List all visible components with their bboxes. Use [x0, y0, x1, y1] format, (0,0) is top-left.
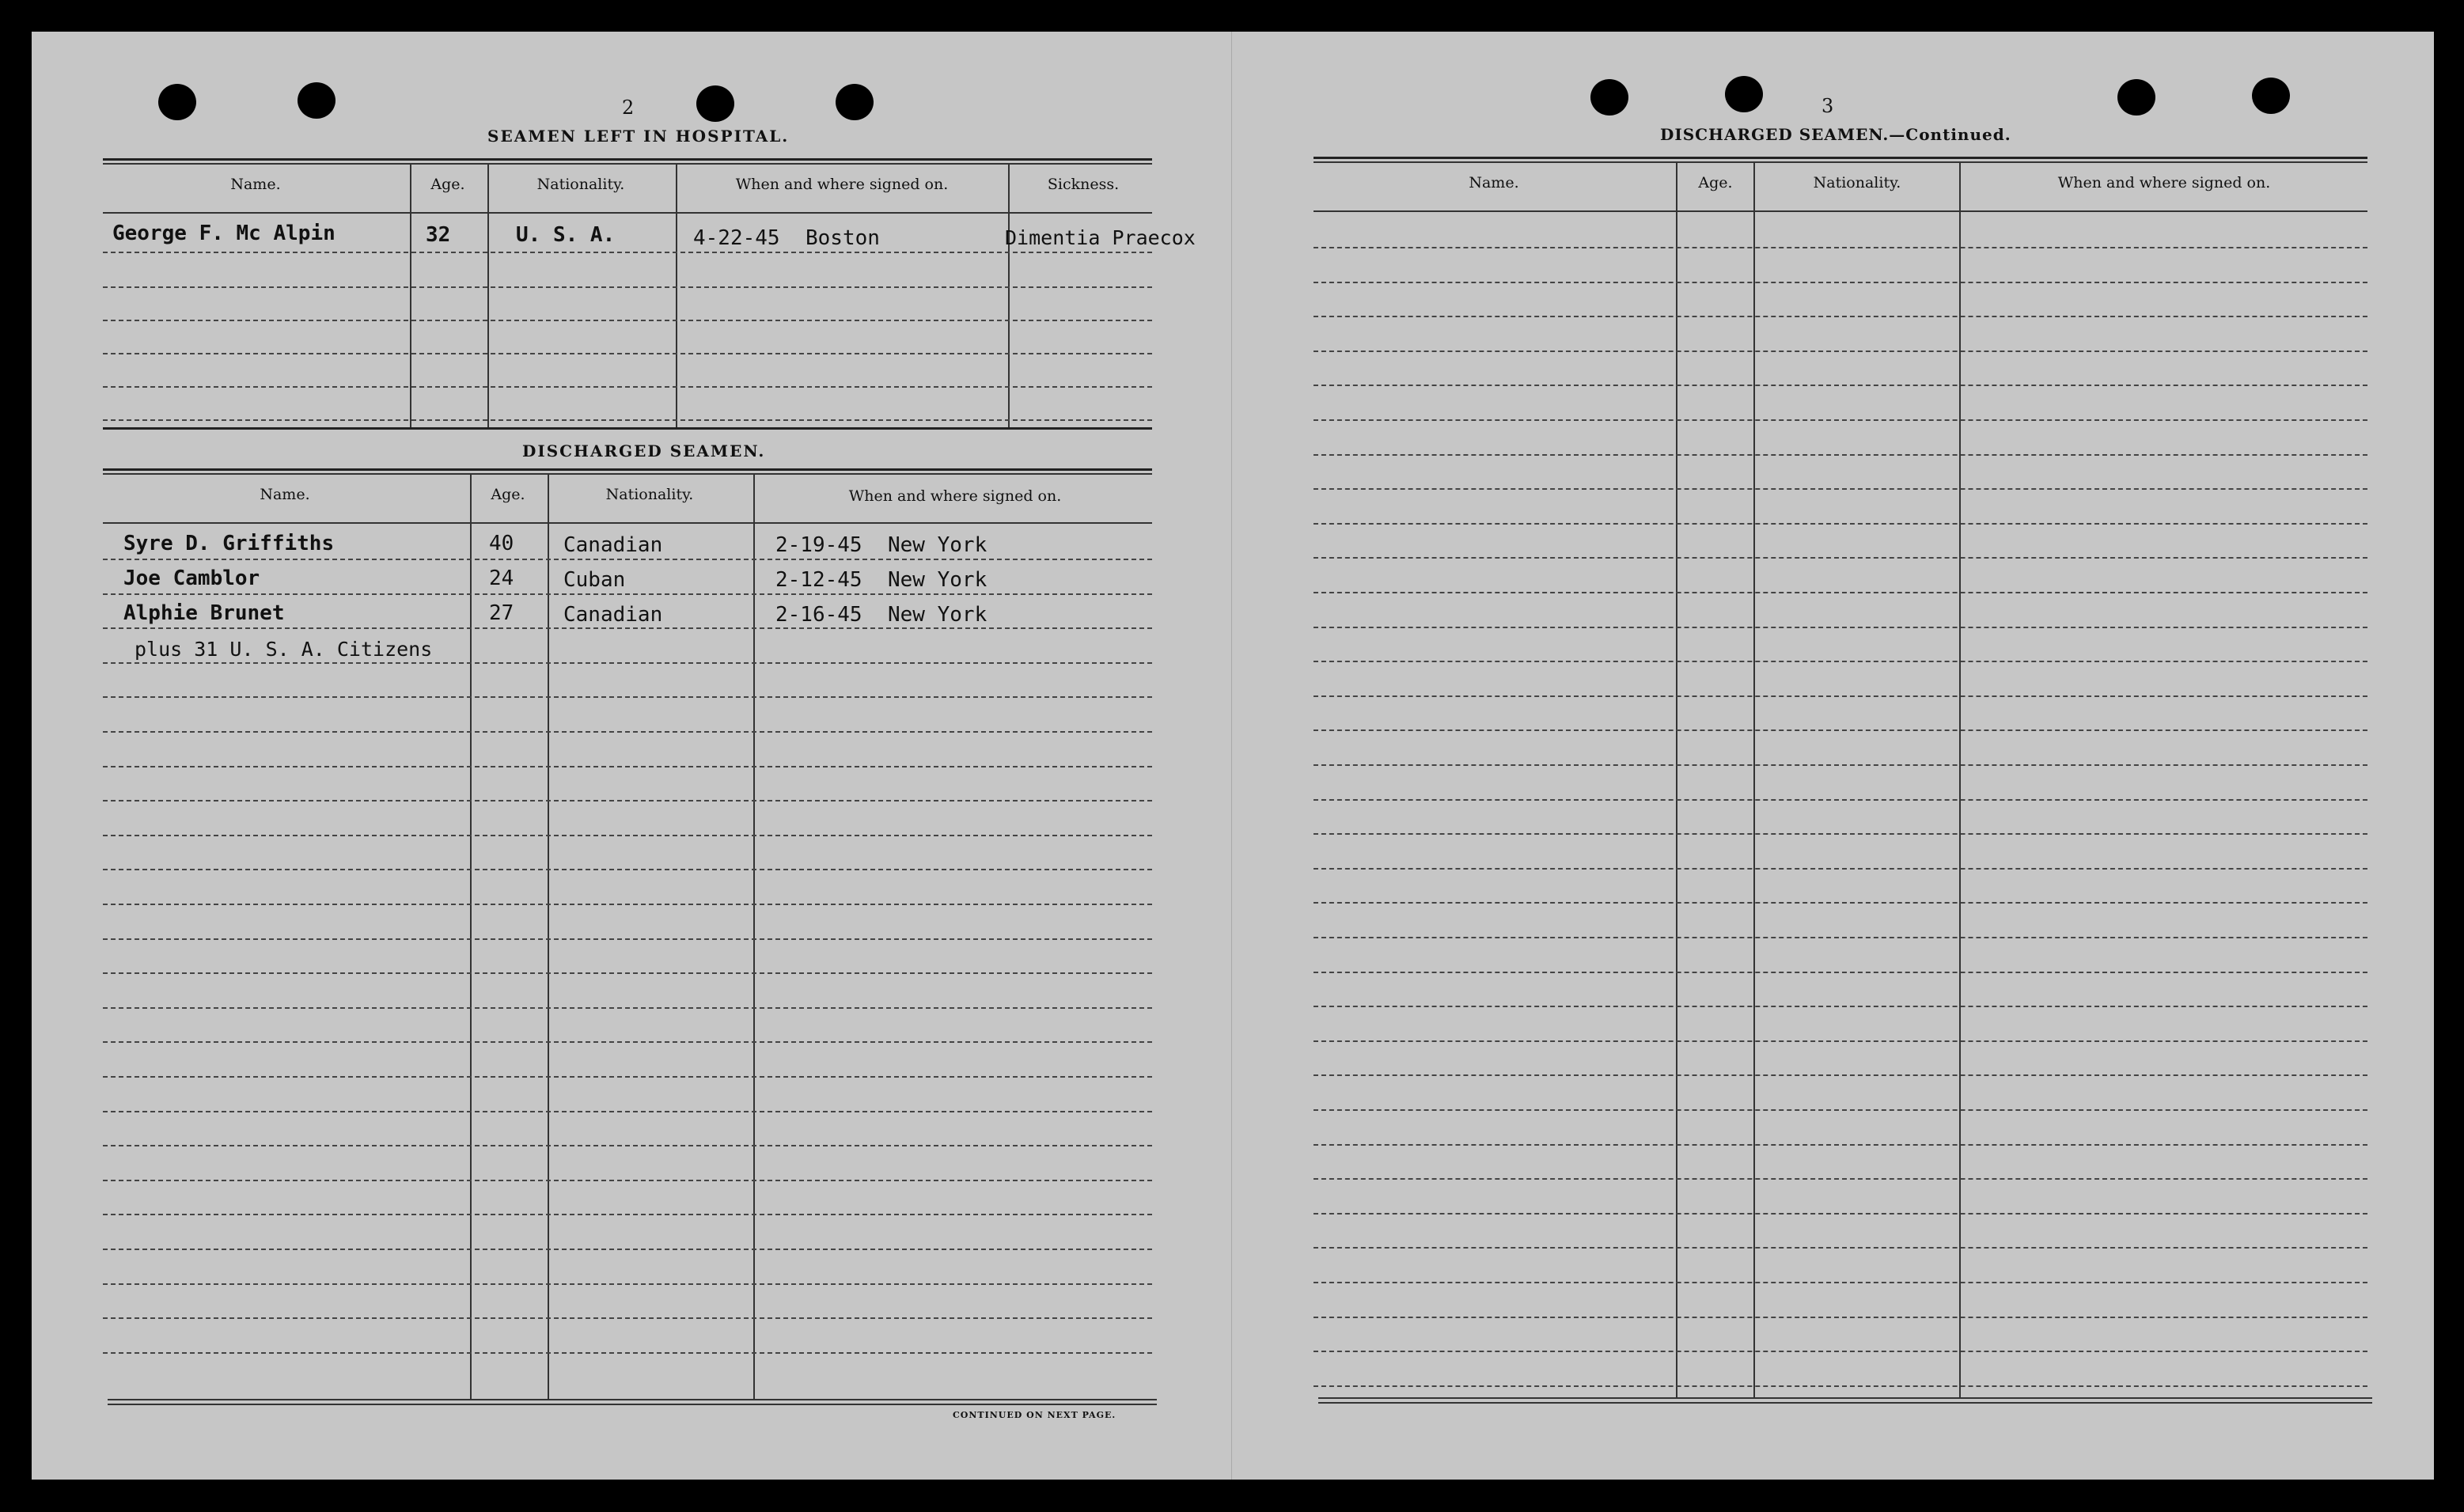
ruled-line	[1314, 799, 2367, 801]
ruled-line	[103, 904, 1152, 905]
right-header-name: Name.	[1469, 174, 1519, 191]
hospital-header-name: Name.	[230, 176, 281, 193]
discharged-entry-date: 2-19-45	[775, 533, 862, 557]
discharged-entry-date: 2-16-45	[775, 603, 862, 627]
discharged-top-rule	[103, 468, 1152, 471]
discharged-entry-nationality: Cuban	[563, 568, 626, 592]
hospital-row-line	[103, 419, 1152, 421]
discharged-entry-place: New York	[888, 533, 987, 557]
ruled-line	[1314, 419, 2367, 421]
ruled-line	[103, 1283, 1152, 1285]
discharged-entry-name: Syre D. Griffiths	[123, 532, 335, 555]
ruled-line	[1314, 1006, 2367, 1007]
ruled-line	[103, 1317, 1152, 1319]
ruled-line	[1314, 1317, 2367, 1318]
hospital-column-divider	[676, 165, 677, 427]
ruled-line	[103, 559, 1152, 560]
discharged-column-divider	[548, 475, 549, 1399]
ruled-line	[1314, 627, 2367, 628]
right-header-nationality: Nationality.	[1813, 174, 1901, 191]
ruled-line	[1314, 764, 2367, 766]
discharged-header-signed-on: When and where signed on.	[848, 487, 1062, 505]
ruled-line	[1314, 454, 2367, 456]
ruled-line	[1314, 1144, 2367, 1146]
hospital-header-signed-on: When and where signed on.	[735, 176, 949, 193]
right-header-rule	[1314, 210, 2367, 212]
discharged-header-rule	[103, 522, 1152, 524]
punch-hole	[2117, 79, 2155, 116]
ruled-line	[103, 1352, 1152, 1354]
page-number-right: 3	[1821, 95, 1834, 117]
discharged-header-age: Age.	[491, 486, 525, 503]
ruled-line	[103, 593, 1152, 595]
discharged-entry-age: 27	[489, 601, 514, 625]
ruled-line	[1314, 592, 2367, 593]
ruled-line	[1314, 833, 2367, 835]
page-fold	[1231, 32, 1232, 1480]
hospital-column-divider	[487, 165, 489, 427]
hospital-entry-name: George F. Mc Alpin	[112, 222, 335, 245]
ruled-line	[1314, 351, 2367, 352]
ruled-line	[1314, 972, 2367, 973]
hospital-column-divider	[410, 165, 411, 427]
right-top-rule-2	[1314, 161, 2367, 163]
hospital-column-divider	[1008, 165, 1010, 427]
hospital-row-line	[103, 286, 1152, 288]
ruled-line	[1314, 1040, 2367, 1042]
ruled-line	[1314, 1074, 2367, 1076]
hospital-top-rule	[103, 158, 1152, 161]
hospital-entry-date: 4-22-45	[693, 226, 780, 250]
right-header-age: Age.	[1698, 174, 1733, 191]
discharged-bottom-rule	[108, 1399, 1157, 1400]
hospital-row-line	[103, 386, 1152, 388]
discharged-entry-name: Joe Camblor	[123, 567, 260, 590]
discharged-column-divider	[753, 475, 755, 1399]
ruled-line	[1314, 1351, 2367, 1352]
hospital-bottom-rule	[103, 427, 1152, 430]
discharged-entry-nationality: Canadian	[563, 533, 663, 557]
hospital-row-line	[103, 320, 1152, 321]
ruled-line	[1314, 937, 2367, 938]
ruled-line	[103, 938, 1152, 940]
ruled-line	[1314, 557, 2367, 559]
ruled-line	[1314, 282, 2367, 283]
ruled-line	[103, 800, 1152, 801]
discharged-entry-nationality: Canadian	[563, 603, 663, 627]
continued-footer: CONTINUED ON NEXT PAGE.	[953, 1410, 1116, 1420]
ruled-line	[103, 1145, 1152, 1146]
discharged-top-rule-2	[103, 473, 1152, 475]
discharged-entry-age: 24	[489, 567, 514, 590]
ruled-line	[1314, 247, 2367, 248]
ruled-line	[1314, 488, 2367, 490]
punch-hole	[158, 84, 196, 120]
punch-hole	[696, 85, 734, 122]
hospital-entry-nationality: U. S. A.	[516, 223, 616, 247]
hospital-entry-place: Boston	[806, 226, 880, 250]
ruled-line	[1314, 661, 2367, 662]
punch-hole	[1725, 76, 1763, 112]
hospital-row-line	[103, 353, 1152, 354]
page-number-left: 2	[622, 97, 635, 119]
ruled-line	[103, 696, 1152, 698]
discharged-entry-place: New York	[888, 603, 987, 627]
discharged-column-divider	[470, 475, 472, 1399]
ruled-line	[1314, 868, 2367, 870]
ruled-line	[103, 869, 1152, 870]
ruled-line	[1314, 729, 2367, 731]
ruled-line	[103, 1041, 1152, 1043]
ruled-line	[1314, 695, 2367, 697]
discharged-header-nationality: Nationality.	[605, 486, 694, 503]
discharged-bottom-rule-2	[108, 1404, 1157, 1405]
right-bottom-rule	[1318, 1397, 2372, 1399]
ruled-line	[1314, 523, 2367, 525]
discharged-header-name: Name.	[260, 486, 310, 503]
hospital-entry-sickness: Dimentia Praecox	[1005, 226, 1196, 249]
hospital-header-rule	[103, 212, 1152, 214]
document-sheet	[32, 32, 2434, 1480]
discharged-entry-name: Alphie Brunet	[123, 601, 285, 625]
ruled-line	[1314, 1282, 2367, 1283]
discharged-entry-age: 40	[489, 532, 514, 555]
discharged-note: plus 31 U. S. A. Citizens	[135, 638, 433, 661]
ruled-line	[103, 1249, 1152, 1250]
ruled-line	[103, 627, 1152, 629]
ruled-line	[1314, 1213, 2367, 1215]
ruled-line	[103, 1111, 1152, 1112]
hospital-header-nationality: Nationality.	[536, 176, 625, 193]
ruled-line	[1314, 1385, 2367, 1387]
ruled-line	[1314, 316, 2367, 317]
hospital-top-rule-2	[103, 163, 1152, 165]
ruled-line	[103, 662, 1152, 664]
ruled-line	[1314, 1178, 2367, 1180]
ruled-line	[103, 731, 1152, 733]
ruled-line	[103, 766, 1152, 767]
right-header-signed-on: When and where signed on.	[2057, 174, 2271, 191]
punch-hole	[298, 82, 335, 119]
punch-hole	[1590, 79, 1628, 116]
ruled-line	[1314, 902, 2367, 904]
right-section-title: DISCHARGED SEAMEN.—Continued.	[1660, 125, 2011, 144]
right-top-rule	[1314, 157, 2367, 159]
discharged-section-title: DISCHARGED SEAMEN.	[522, 441, 766, 460]
ruled-line	[103, 1076, 1152, 1078]
ruled-line	[103, 835, 1152, 836]
punch-hole	[2252, 78, 2290, 114]
ruled-line	[1314, 385, 2367, 386]
discharged-entry-place: New York	[888, 568, 987, 592]
ruled-line	[103, 1180, 1152, 1181]
ruled-line	[103, 1007, 1152, 1009]
hospital-section-title: SEAMEN LEFT IN HOSPITAL.	[487, 127, 790, 146]
ruled-line	[103, 972, 1152, 974]
discharged-entry-date: 2-12-45	[775, 568, 862, 592]
hospital-row-line	[103, 252, 1152, 253]
punch-hole	[836, 84, 874, 120]
right-bottom-rule-2	[1318, 1402, 2372, 1404]
ruled-line	[1314, 1109, 2367, 1111]
hospital-entry-age: 32	[426, 223, 451, 247]
hospital-header-sickness: Sickness.	[1047, 176, 1120, 193]
hospital-header-age: Age.	[430, 176, 465, 193]
ruled-line	[1314, 1247, 2367, 1249]
ruled-line	[103, 1214, 1152, 1215]
